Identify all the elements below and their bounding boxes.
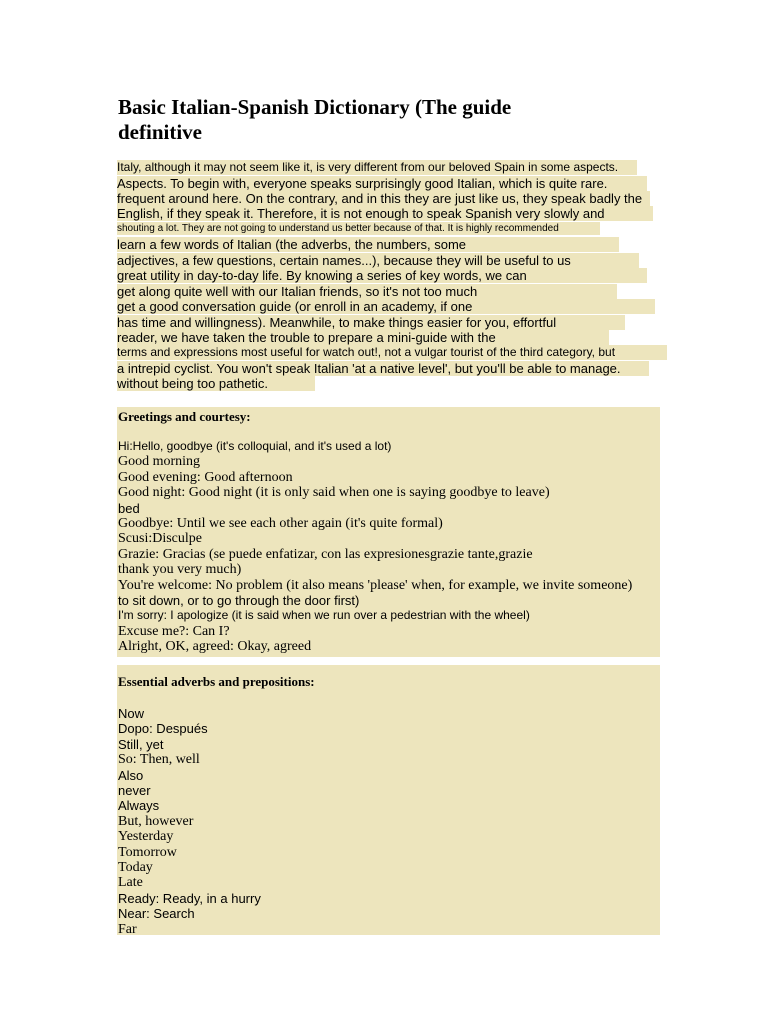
list-item: But, however — [118, 813, 194, 829]
intro-line: terms and expressions most useful for watch out!, not a vulgar tourist of the third category, but — [117, 345, 667, 360]
list-item: Excuse me?: Can I? — [118, 623, 230, 639]
intro-line: reader, we have taken the trouble to prepare a mini-guide with the — [117, 330, 609, 345]
list-item: Alright, OK, agreed: Okay, agreed — [118, 639, 312, 655]
list-item: Goodbye: Until we see each other again (it's quite formal) — [118, 516, 443, 531]
adverbs-section — [117, 665, 660, 935]
list-item: Tomorrow — [118, 844, 177, 860]
list-item: Scusi:Disculpe — [118, 531, 202, 547]
section-heading: Greetings and courtesy: — [118, 409, 251, 424]
list-item: Grazie: Gracias (se puede enfatizar, con las expresionesgrazie tante,grazie — [118, 546, 533, 562]
list-item: thank you very much) — [118, 562, 242, 578]
list-item: You're welcome: No problem (it also means 'please' when, for example, we invite someone) — [118, 577, 633, 593]
greetings-section — [117, 407, 660, 657]
intro-line: adjectives, a few questions, certain names...), because they will be useful to us — [117, 253, 639, 268]
list-item: never — [118, 783, 151, 798]
list-item: Hi:Hello, goodbye (it's colloquial, and it's used a lot) — [118, 439, 392, 453]
intro-line: has time and willingness). Meanwhile, to make things easier for you, effortful — [117, 315, 625, 330]
document-title: Basic Italian-Spanish Dictionary (The guide definitive — [118, 95, 512, 144]
list-item: to sit down, or to go through the door first) — [118, 593, 360, 608]
intro-line: English, if they speak it. Therefore, it is not enough to speak Spanish very slowly and — [117, 206, 653, 221]
intro-line: Italy, although it may not seem like it, is very different from our beloved Spain in some aspects. — [117, 160, 637, 175]
list-item: So: Then, well — [118, 752, 200, 768]
list-item: Also — [118, 767, 144, 783]
list-item: Still, yet — [118, 736, 164, 752]
list-item: Yesterday — [118, 829, 174, 845]
list-item: Always — [118, 798, 160, 814]
list-item: Good morning — [118, 454, 201, 470]
list-item: I'm sorry: I apologize (it is said when we run over a pedestrian with the wheel) — [118, 608, 530, 623]
list-item: bed — [118, 500, 140, 516]
list-item: Good evening: Good afternoon — [118, 469, 293, 485]
list-item: Good night: Good night (it is only said when one is saying goodbye to leave) — [118, 485, 550, 501]
list-item: Today — [118, 860, 153, 875]
intro-line: get a good conversation guide (or enroll in an academy, if one — [117, 299, 655, 314]
list-item: Late — [118, 875, 143, 891]
intro-line: get along quite well with our Italian friends, so it's not too much — [117, 284, 617, 299]
intro-line: without being too pathetic. — [117, 376, 315, 391]
intro-line: frequent around here. On the contrary, and in this they are just like us, they speak badly the — [117, 191, 650, 206]
intro-line: Aspects. To begin with, everyone speaks surprisingly good Italian, which is quite rare. — [117, 176, 647, 191]
list-item: Near: Search — [118, 906, 195, 922]
list-item: Now — [118, 706, 145, 721]
section-heading: Essential adverbs and prepositions: — [118, 674, 315, 689]
intro-line: great utility in day-to-day life. By knowing a series of key words, we can — [117, 268, 647, 283]
intro-line: a intrepid cyclist. You won't speak Italian 'at a native level', but you'll be able to manage. — [117, 361, 649, 376]
list-item: Far — [118, 921, 137, 937]
list-item: Ready: Ready, in a hurry — [118, 890, 261, 906]
intro-line: learn a few words of Italian (the adverbs, the numbers, some — [117, 237, 619, 252]
list-item: Dopo: Después — [118, 721, 208, 737]
intro-line: shouting a lot. They are not going to understand us better because of that. It is highly recommended — [117, 222, 600, 235]
